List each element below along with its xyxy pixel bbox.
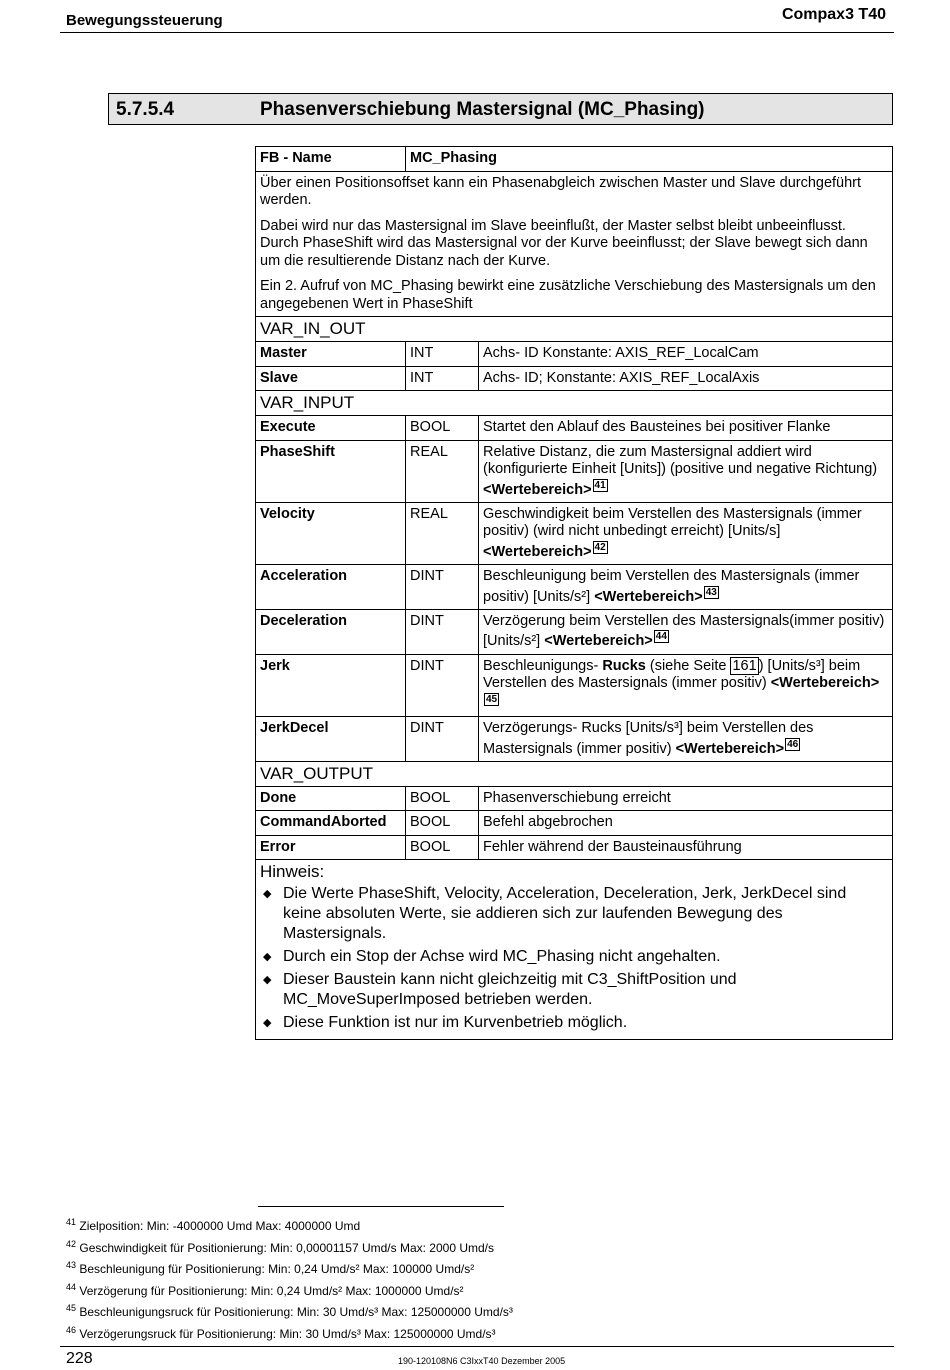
value-range-link[interactable]: <Wertebereich> — [594, 588, 703, 605]
footnote-ref[interactable]: 42 — [594, 541, 606, 553]
param-type: DINT — [406, 609, 479, 654]
desc-text: Geschwindigkeit beim Verstellen des Mastersignals (immer positiv) (wird nicht unbedingt erreicht) [Units/s] — [483, 505, 862, 540]
note-cell — [256, 860, 893, 1040]
param-type: REAL — [406, 440, 479, 502]
desc-text: Relative Distanz, die zum Mastersignal addiert wird (konfigurierte Einheit [Units]) (positive und negative Richtung) — [483, 443, 878, 477]
note-row — [256, 860, 893, 1040]
param-row — [256, 565, 893, 610]
footnote-number: 44 — [66, 1281, 77, 1292]
note-item: ◆ Durch ein Stop der Achse wird MC_Phasing nicht angehalten. — [260, 947, 888, 967]
param-desc: Achs- ID; Konstante: AXIS_REF_LocalAxis — [479, 366, 893, 391]
param-row — [256, 654, 893, 716]
footnotes — [66, 1214, 513, 1343]
footnote-number: 42 — [66, 1238, 77, 1249]
footnote — [66, 1214, 513, 1236]
param-type: BOOL — [406, 835, 479, 860]
value-range-link[interactable]: <Wertebereich> — [483, 481, 592, 498]
param-type: BOOL — [406, 786, 479, 811]
param-name: Execute — [256, 416, 406, 441]
desc-text: (siehe Seite — [645, 657, 731, 674]
desc-bold: Rucks — [602, 657, 646, 674]
param-row — [256, 366, 893, 391]
description-paragraph: Ein 2. Aufruf von MC_Phasing bewirkt eine zusätzliche Verschiebung des Mastersignals um den angegebenen Wert in PhaseShift — [260, 278, 876, 312]
footnote-text: Verzögerungsruck für Positionierung: Min: 30 Umd/s³ Max: 125000000 Umd/s³ — [79, 1326, 496, 1341]
footnote-number: 43 — [66, 1260, 77, 1270]
param-row — [256, 811, 893, 836]
param-row — [256, 717, 893, 762]
param-name: Acceleration — [256, 565, 406, 610]
footnote — [66, 1236, 513, 1258]
footnote — [66, 1322, 513, 1344]
param-name: Error — [256, 835, 406, 860]
footnote — [66, 1279, 513, 1301]
param-name: Slave — [256, 366, 406, 391]
desc-text: Verzögerungs- Rucks [Units/s³] beim Verstellen des Mastersignals (immer positiv) — [483, 720, 814, 757]
footer-rule — [60, 1346, 894, 1347]
note-item: ◆ Diese Funktion ist nur im Kurvenbetrieb möglich. — [260, 1013, 888, 1033]
param-name: PhaseShift — [256, 440, 406, 502]
section-title: Phasenverschiebung Mastersignal (MC_Phasing) — [260, 99, 705, 120]
footnote-text: Beschleunigungsruck für Positionierung: Min: 30 Umd/s³ Max: 125000000 Umd/s³ — [79, 1305, 513, 1319]
description-paragraph: Über einen Positionsoffset kann ein Phasenabgleich zwischen Master und Slave durchgeführt werden. — [260, 174, 862, 208]
footnote-ref[interactable]: 41 — [594, 479, 606, 491]
footnote-text: Verzögerung für Positionierung: Min: 0,24 Umd/s² Max: 1000000 Umd/s² — [79, 1283, 464, 1298]
fb-name-value: MC_Phasing — [406, 147, 893, 172]
description-paragraph: Dabei wird nur das Mastersignal im Slave beeinflußt, der Master selbst bleibt unbeeinflusst. Durch PhaseShift wird das Mastersignal vor der Kurve beeinflusst; der Slave bewegt sich dann um die resultierende Distanz nach der Kurve. — [260, 217, 868, 269]
page-reference-link[interactable]: 161 — [732, 657, 757, 674]
desc-text: ) [Units/s³] beim Verstellen des Mastersignals (immer positiv) — [483, 657, 861, 692]
param-row — [256, 440, 893, 502]
note-item: ◆ Dieser Baustein kann nicht gleichzeitig mit C3_ShiftPosition und MC_MoveSuperImposed betrieben werden. — [260, 970, 888, 1010]
page-number: 228 — [66, 1350, 93, 1367]
footnote-text: Zielposition: Min: -4000000 Umd Max: 4000000 Umd — [79, 1219, 361, 1233]
value-range-link[interactable]: <Wertebereich> — [544, 633, 653, 650]
document-id: 190-120108N6 C3IxxT40 Dezember 2005 — [398, 1356, 566, 1366]
value-range-link[interactable]: <Wertebereich> — [675, 740, 785, 757]
section-heading — [108, 93, 893, 125]
function-block-table — [255, 146, 893, 1040]
desc-text: Beschleunigungs- — [483, 657, 603, 674]
footnote — [66, 1257, 513, 1279]
param-name: JerkDecel — [256, 717, 406, 762]
var-in-out-heading: VAR_IN_OUT — [256, 317, 893, 342]
param-type: INT — [406, 366, 479, 391]
value-range-link[interactable]: <Wertebereich> — [483, 543, 592, 560]
param-desc: Achs- ID Konstante: AXIS_REF_LocalCam — [479, 342, 893, 367]
param-type: DINT — [406, 565, 479, 610]
value-range-link[interactable]: <Wertebereich> — [770, 675, 880, 692]
footnote-ref[interactable]: 46 — [787, 738, 799, 750]
header-product: Compax3 T40 — [781, 6, 886, 23]
param-name: Deceleration — [256, 609, 406, 654]
param-desc: Startet den Ablauf des Bausteines bei positiver Flanke — [479, 416, 893, 441]
footnote-number: 41 — [66, 1217, 77, 1227]
param-name: Velocity — [256, 502, 406, 564]
desc-text: Beschleunigung beim Verstellen des Mastersignals (immer positiv) [Units/s²] — [483, 568, 860, 605]
footnote-ref[interactable]: 43 — [705, 586, 717, 598]
header-rule — [60, 32, 894, 33]
param-desc — [479, 440, 893, 502]
footnote-text: Geschwindigkeit für Positionierung: Min: 0,00001157 Umd/s Max: 2000 Umd/s — [79, 1240, 495, 1255]
param-desc: Phasenverschiebung erreicht — [479, 786, 893, 811]
footnote-number: 45 — [66, 1303, 77, 1313]
header-chapter: Bewegungssteuerung — [66, 12, 223, 29]
param-row — [256, 502, 893, 564]
var-input-heading: VAR_INPUT — [256, 391, 893, 416]
footnote-ref[interactable]: 45 — [486, 693, 498, 705]
footnote-ref[interactable]: 44 — [655, 631, 667, 643]
param-row — [256, 609, 893, 654]
param-desc: Befehl abgebrochen — [479, 811, 893, 836]
footnote-text: Beschleunigung für Positionierung: Min: 0,24 Umd/s² Max: 100000 Umd/s² — [79, 1262, 475, 1276]
var-output-heading: VAR_OUTPUT — [256, 761, 893, 786]
param-type: INT — [406, 342, 479, 367]
footnote-number: 46 — [66, 1324, 77, 1335]
param-name: Master — [256, 342, 406, 367]
fb-description-row — [256, 171, 893, 317]
note-title: Hinweis: — [260, 862, 325, 882]
param-name: Done — [256, 786, 406, 811]
param-desc — [479, 609, 893, 654]
param-desc — [479, 654, 893, 716]
note-item: ◆ Die Werte PhaseShift, Velocity, Acceleration, Deceleration, Jerk, JerkDecel sind keine absoluten Werte, sie addieren sich zur laufenden Bewegung des Mastersignals. — [260, 884, 888, 944]
param-row — [256, 786, 893, 811]
param-name: Jerk — [256, 654, 406, 716]
param-type: BOOL — [406, 416, 479, 441]
param-row — [256, 416, 893, 441]
footnote-rule — [258, 1206, 504, 1207]
param-row — [256, 342, 893, 367]
desc-text: Verzögerung beim Verstellen des Mastersignals(immer positiv) [Units/s²] — [483, 612, 885, 650]
param-type: REAL — [406, 502, 479, 564]
param-desc — [479, 717, 893, 762]
section-number: 5.7.5.4 — [116, 99, 175, 120]
param-desc: Fehler während der Bausteinausführung — [479, 835, 893, 860]
param-desc — [479, 565, 893, 610]
param-name: CommandAborted — [256, 811, 406, 836]
fb-name-row — [256, 147, 893, 172]
fb-name-label: FB - Name — [256, 147, 406, 172]
param-type: BOOL — [406, 811, 479, 836]
note-list — [260, 884, 888, 1033]
footnote — [66, 1300, 513, 1322]
param-desc — [479, 502, 893, 564]
param-type: DINT — [406, 654, 479, 716]
param-row — [256, 835, 893, 860]
fb-description — [256, 171, 893, 317]
param-type: DINT — [406, 717, 479, 762]
